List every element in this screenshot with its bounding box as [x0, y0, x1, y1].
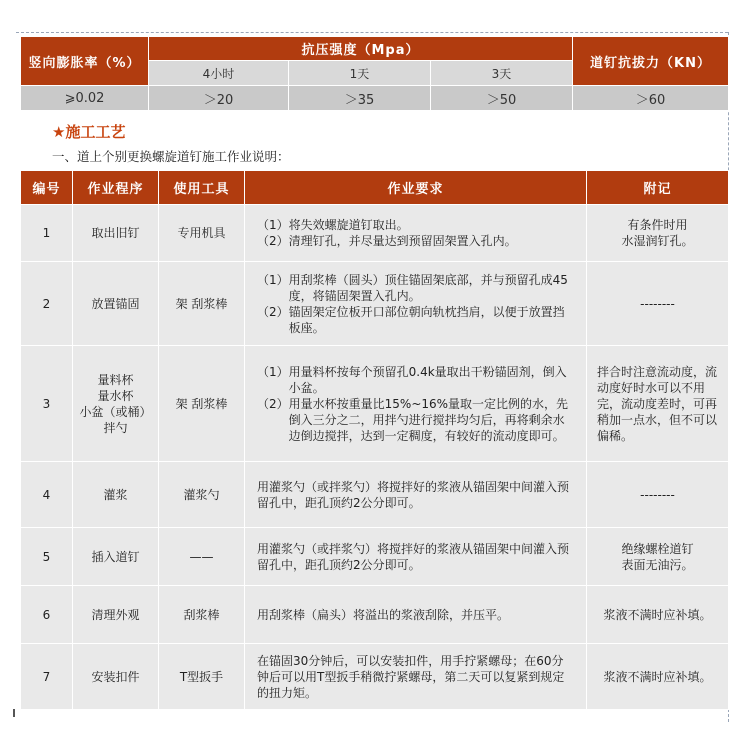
row-requirements	[245, 462, 587, 528]
table-row	[21, 205, 729, 262]
requirement-item	[257, 364, 574, 396]
requirement-text: 用量水杯按重量比15%~16%量取一定比例的水，先倒入三分之二，用拌勺进行搅拌均匀后，再将剩余水边倒边搅拌，达到一定稠度，有较好的流动度即可。	[288, 396, 569, 443]
col-header-tools: 使用工具	[159, 171, 245, 205]
requirement-text: 在锚固30分钟后，可以安装扣件，用手拧紧螺母；在60分钟后可以用T型扳手稍微拧紧螺母，第二天可以复紧到规定的扭力矩。	[257, 653, 565, 700]
row-note: 绝缘螺栓道钉 表面无油污。	[587, 528, 729, 586]
row-number: 7	[21, 644, 73, 710]
requirement-text: 用灌浆勺（或拌浆勺）将搅拌好的浆液从锚固架中间灌入预留孔中，距孔顶约2公分即可。	[257, 541, 570, 572]
row-procedure: 量料杯 量水杯 小盆（或桶） 拌勺	[73, 346, 159, 462]
row-note: 浆液不满时应补填。	[587, 644, 729, 710]
strength-value: ＞35	[289, 86, 431, 111]
requirement-text: 将失效螺旋道钉取出。	[288, 218, 409, 232]
row-tools: 专用机具	[159, 205, 245, 262]
requirement-item	[257, 479, 574, 511]
row-number: 6	[21, 586, 73, 644]
requirement-marker: （1）	[257, 272, 289, 287]
row-tools: 灌浆勺	[159, 462, 245, 528]
requirement-text: 用刮浆棒（扁头）将溢出的浆液刮除，并压平。	[257, 607, 510, 622]
row-number: 5	[21, 528, 73, 586]
requirement-marker: （2）	[257, 234, 289, 248]
row-requirements	[245, 644, 587, 710]
requirement-item	[257, 304, 574, 336]
requirement-marker: （1）	[257, 364, 289, 379]
edge-mark	[13, 709, 15, 717]
row-tools: T型扳手	[159, 644, 245, 710]
row-procedure: 灌浆	[73, 462, 159, 528]
row-note: 拌合时注意流动度，流动度好时水可以不用完，流动度差时，可再稍加一点水，但不可以偏稀。	[587, 346, 729, 462]
section-title: ★施工工艺	[52, 123, 126, 141]
pullout-header: 道钉抗拔力（KN）	[573, 37, 729, 86]
row-requirements	[245, 586, 587, 644]
row-requirements	[245, 205, 587, 262]
requirement-text: 用灌浆勺（或拌浆勺）将搅拌好的浆液从锚固架中间灌入预留孔中，距孔顶约2公分即可。	[257, 479, 570, 510]
requirement-item	[257, 233, 574, 249]
row-procedure: 清理外观	[73, 586, 159, 644]
requirement-marker: （2）	[257, 396, 289, 411]
row-tools: 刮浆棒	[159, 586, 245, 644]
requirement-item	[257, 272, 574, 304]
strength-period: 3天	[431, 61, 573, 86]
row-procedure: 放置锚固	[73, 262, 159, 346]
row-procedure: 安装扣件	[73, 644, 159, 710]
requirement-text: 用量料杯按每个预留孔0.4k量取出干粉锚固剂，倒入小盆。	[288, 364, 567, 395]
strength-period: 4小时	[149, 61, 289, 86]
row-requirements	[245, 528, 587, 586]
requirement-text: 用刮浆棒（圆头）顶住锚固架底部，并与预留孔成45度，将锚固架置入孔内。	[288, 272, 568, 303]
requirement-item	[257, 396, 574, 444]
table-row	[21, 462, 729, 528]
strength-value: ＞50	[431, 86, 573, 111]
row-number: 4	[21, 462, 73, 528]
row-number: 1	[21, 205, 73, 262]
row-procedure: 取出旧钉	[73, 205, 159, 262]
table-row	[21, 346, 729, 462]
row-number: 3	[21, 346, 73, 462]
row-note: --------	[587, 462, 729, 528]
requirement-text: 锚固架定位板开口部位朝向轨枕挡肩，以便于放置挡板座。	[288, 304, 565, 335]
table-row	[21, 586, 729, 644]
expansion-header: 竖向膨胀率（%）	[21, 37, 149, 86]
table-row	[21, 644, 729, 710]
spec-table	[20, 36, 729, 111]
requirement-text: 清理钉孔，并尽量达到预留固架置入孔内。	[288, 234, 517, 248]
frame-top-border	[16, 32, 728, 33]
row-tools: ——	[159, 528, 245, 586]
row-requirements	[245, 346, 587, 462]
requirement-item	[257, 541, 574, 573]
col-header-note: 附记	[587, 171, 729, 205]
procedure-table	[20, 170, 729, 710]
col-header-procedure: 作业程序	[73, 171, 159, 205]
table-row	[21, 528, 729, 586]
requirement-item	[257, 607, 574, 623]
strength-value: ＞20	[149, 86, 289, 111]
row-note: 有条件时用 水湿润钉孔。	[587, 205, 729, 262]
row-note: 浆液不满时应补填。	[587, 586, 729, 644]
pullout-value: ＞60	[573, 86, 729, 111]
col-header-no: 编号	[21, 171, 73, 205]
col-header-requirements: 作业要求	[245, 171, 587, 205]
requirement-marker: （1）	[257, 218, 289, 232]
requirement-item	[257, 653, 574, 701]
row-number: 2	[21, 262, 73, 346]
requirement-item	[257, 217, 574, 233]
row-procedure: 插入道钉	[73, 528, 159, 586]
expansion-value: ⩾0.02	[21, 86, 149, 111]
row-requirements	[245, 262, 587, 346]
table-row	[21, 262, 729, 346]
row-tools: 架 刮浆棒	[159, 346, 245, 462]
requirement-marker: （2）	[257, 304, 289, 319]
strength-period: 1天	[289, 61, 431, 86]
section-subtitle: 一、道上个别更换螺旋道钉施工作业说明：	[52, 149, 290, 164]
row-note: --------	[587, 262, 729, 346]
strength-header: 抗压强度（Mpa）	[149, 37, 573, 61]
row-tools: 架 刮浆棒	[159, 262, 245, 346]
